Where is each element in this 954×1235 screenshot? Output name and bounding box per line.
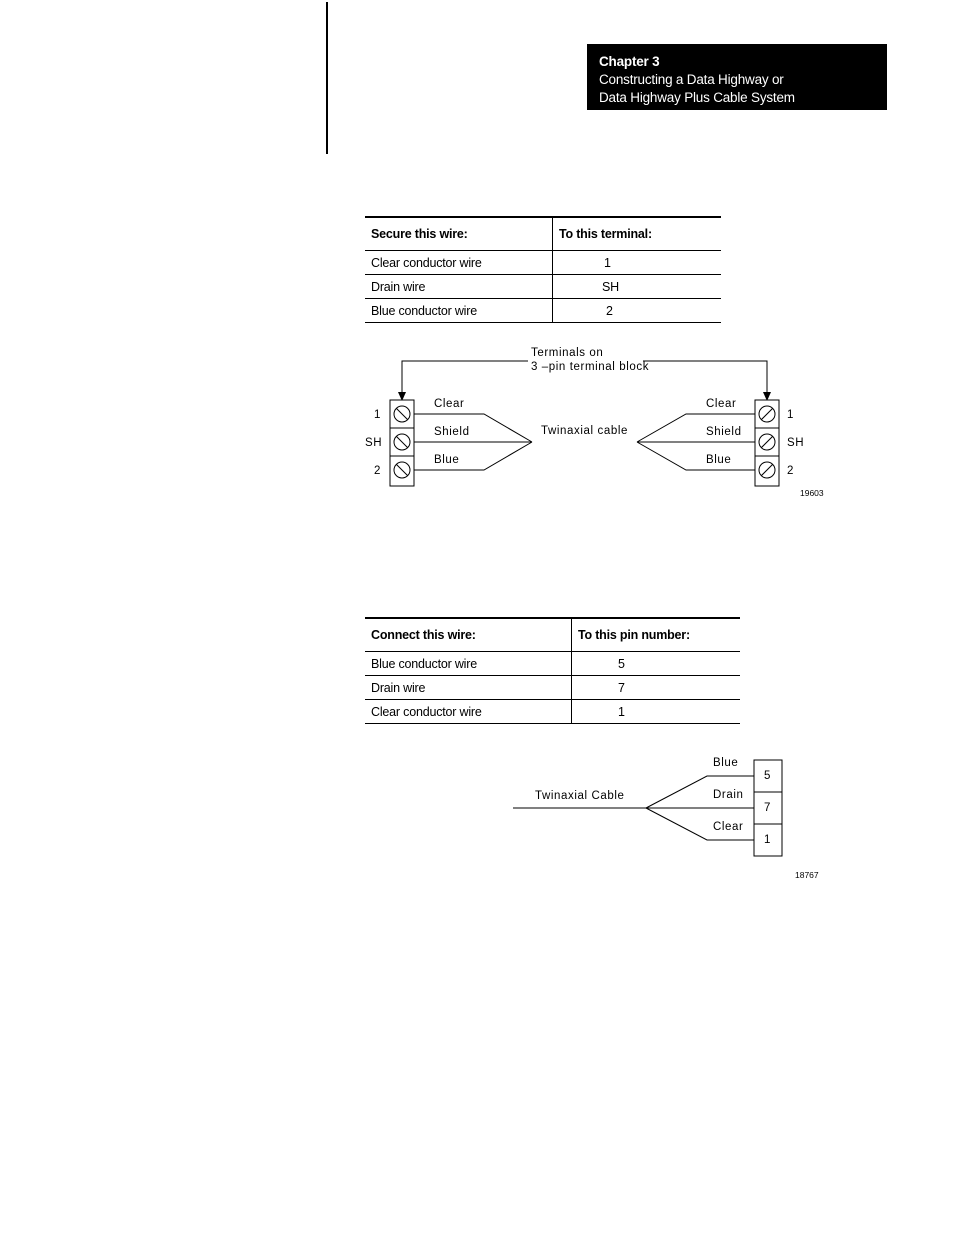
table-cell: Drain wire xyxy=(365,676,572,700)
screw-terminal-icon xyxy=(759,406,775,422)
pin-value: 5 xyxy=(618,656,625,671)
pin-value: 7 xyxy=(618,680,625,695)
wire-label: Drain xyxy=(713,789,744,801)
cable-label: Twinaxial cable xyxy=(541,425,628,437)
screw-terminal-icon xyxy=(759,434,775,450)
table-cell xyxy=(572,652,741,676)
pin-label: 1 xyxy=(374,409,381,421)
pin-label: 2 xyxy=(374,465,381,477)
screw-terminal-icon xyxy=(394,434,410,450)
wire-label: Clear xyxy=(706,398,737,410)
table-row xyxy=(365,700,740,724)
table-row xyxy=(365,676,740,700)
wire-label: Shield xyxy=(706,426,742,438)
table-cell: Clear conductor wire xyxy=(365,251,553,275)
wire-label: Blue xyxy=(434,454,460,466)
pin-table xyxy=(365,617,740,724)
chapter-title-line1: Constructing a Data Highway or xyxy=(599,72,784,87)
chapter-number: Chapter 3 xyxy=(599,54,660,69)
screw-terminal-icon xyxy=(394,462,410,478)
figure-number: 18767 xyxy=(795,870,819,880)
callout-label: 3 –pin terminal block xyxy=(531,361,650,373)
chapter-title-line2: Data Highway Plus Cable System xyxy=(599,90,795,105)
pin-label: 1 xyxy=(764,834,771,846)
cable-label: Twinaxial Cable xyxy=(535,790,625,802)
terminal-value: 1 xyxy=(604,255,611,270)
table-row xyxy=(365,652,740,676)
figure-number: 19603 xyxy=(800,488,824,498)
pin-label: 7 xyxy=(764,802,771,814)
wire-label: Shield xyxy=(434,426,470,438)
table-cell xyxy=(572,676,741,700)
wire-label: Blue xyxy=(706,454,732,466)
right-wires xyxy=(637,414,755,470)
table-header: Connect this wire: xyxy=(365,618,572,652)
wire-label: Clear xyxy=(713,821,744,833)
left-terminal-block xyxy=(390,400,414,486)
table-cell: Blue conductor wire xyxy=(365,652,572,676)
pin-label: 2 xyxy=(787,465,794,477)
pin-label: 1 xyxy=(787,409,794,421)
pin-label: 5 xyxy=(764,770,771,782)
table-cell xyxy=(572,700,741,724)
terminal-value: SH xyxy=(602,279,619,294)
table-header: Secure this wire: xyxy=(365,217,553,251)
table-header: To this pin number: xyxy=(572,618,741,652)
pin-label: SH xyxy=(787,437,805,449)
screw-terminal-icon xyxy=(394,406,410,422)
table-cell: Blue conductor wire xyxy=(365,299,553,323)
table-cell: Drain wire xyxy=(365,275,553,299)
table-cell: Clear conductor wire xyxy=(365,700,572,724)
pin-label: SH xyxy=(365,437,383,449)
wire-label: Blue xyxy=(713,757,739,769)
table-header: To this terminal: xyxy=(553,217,722,251)
screw-terminal-icon xyxy=(759,462,775,478)
terminal-value: 2 xyxy=(606,303,613,318)
right-terminal-block xyxy=(755,400,779,486)
left-wires xyxy=(414,414,532,470)
pin-value: 1 xyxy=(618,704,625,719)
wire-label: Clear xyxy=(434,398,465,410)
table-header-row xyxy=(365,618,740,652)
callout-label: Terminals on xyxy=(531,347,604,359)
